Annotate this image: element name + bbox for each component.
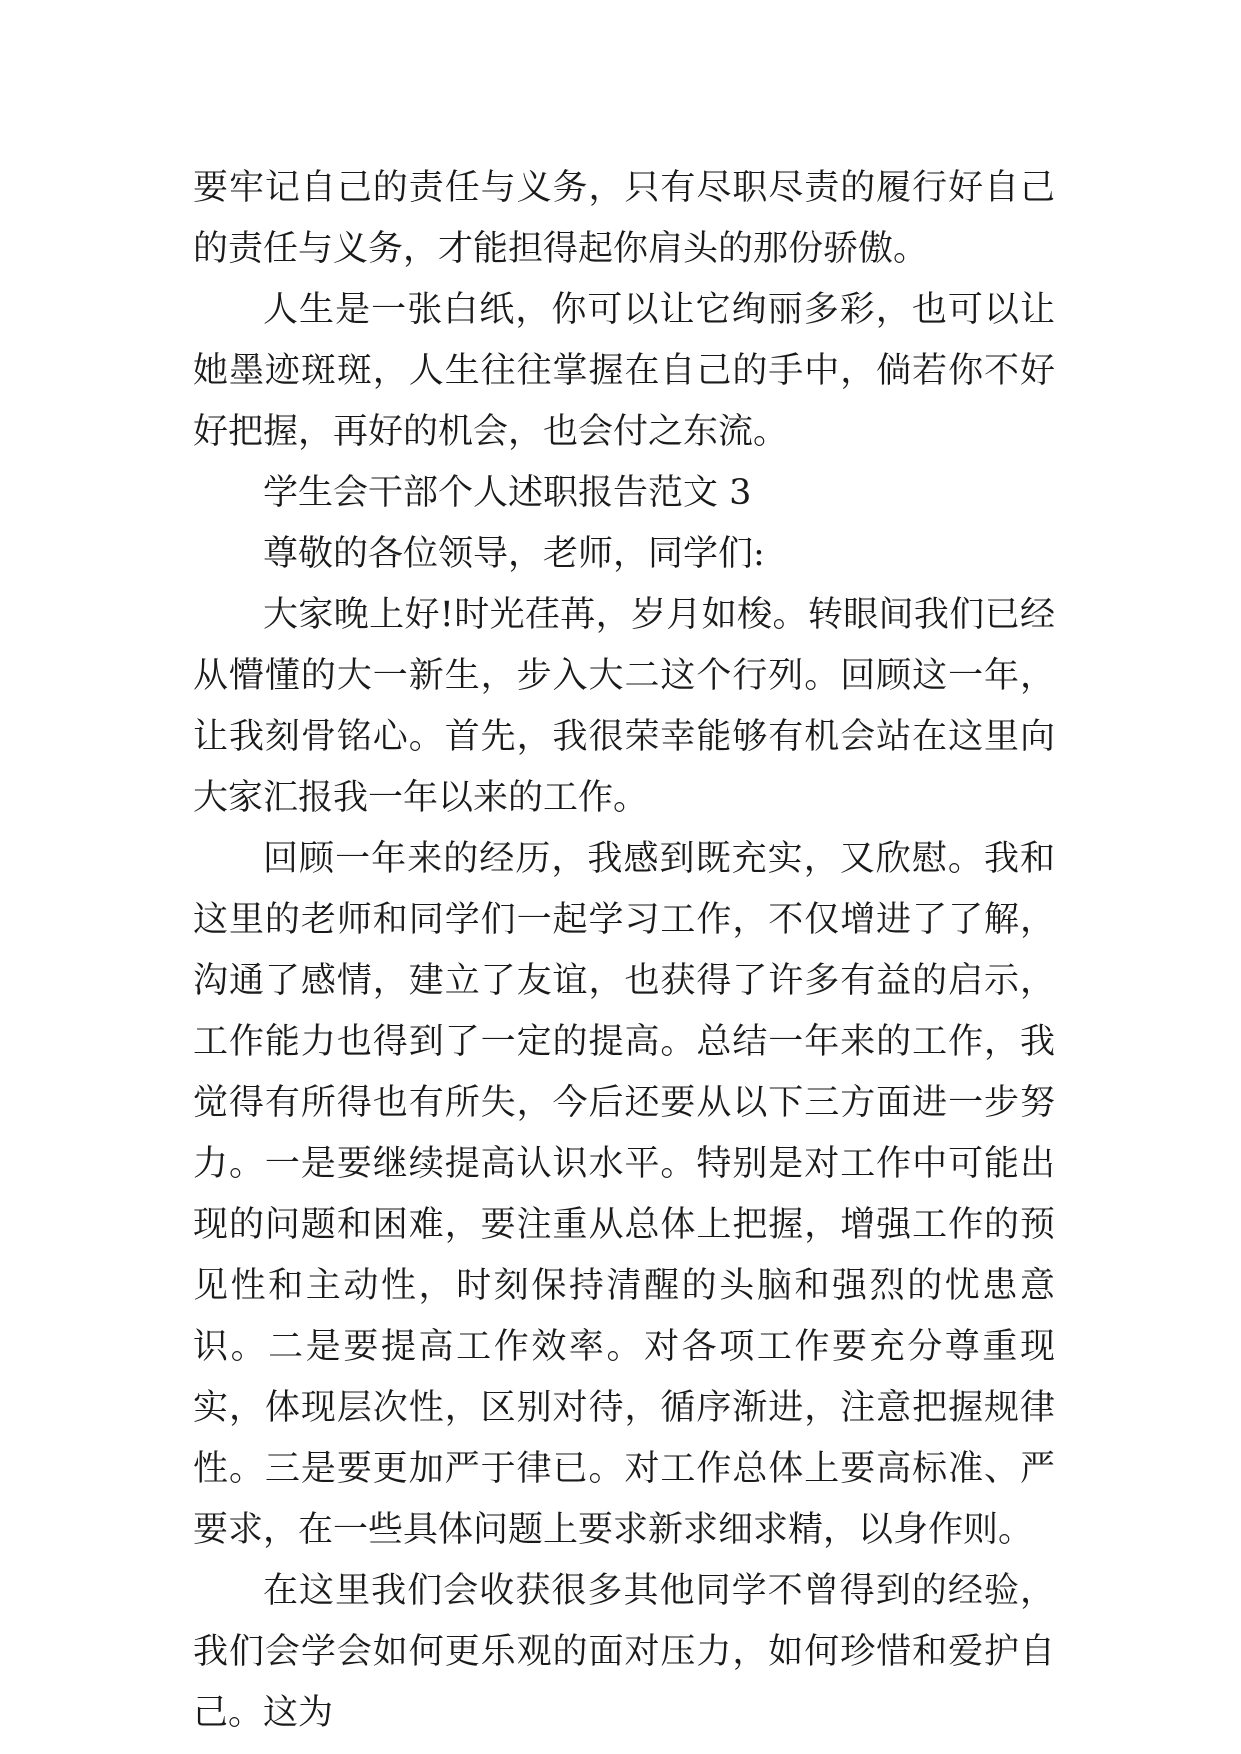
paragraph-1: 要牢记自己的责任与义务，只有尽职尽责的履行好自己的责任与义务，才能担得起你肩头的那份骄傲。 [193,168,1055,269]
section-heading: 学生会干部个人述职报告范文 3 [263,473,752,513]
paragraph-3: 大家晚上好!时光荏苒，岁月如梭。转眼间我们已经从懵懂的大一新生，步入大二这个行列。回顾这一年，让我刻骨铭心。首先，我很荣幸能够有机会站在这里向大家汇报我一年以来的工作。 [193,595,1055,818]
paragraph-4: 回顾一年来的经历，我感到既充实，又欣慰。我和这里的老师和同学们一起学习工作，不仅增进了了解，沟通了感情，建立了友谊，也获得了许多有益的启示，工作能力也得到了一定的提高。总结一年来的工作，我觉得有所得也有所失，今后还要从以下三方面进一步努力。一是要继续提高认识水平。特别是对工作中可能出现的问题和困难，要注重从总体上把握，增强工作的预见性和主动性，时刻保持清醒的头脑和强烈的忧患意识。二是要提高工作效率。对各项工作要充分尊重现实，体现层次性，区别对待，循序渐进，注意把握规律性。三是要更加严于律已。对工作总体上要高标准、严要求，在一些具体问题上要求新求细求精，以身作则。 [193,839,1055,1550]
document-body [193,158,1055,1744]
paragraph-5: 在这里我们会收获很多其他同学不曾得到的经验，我们会学会如何更乐观的面对压力，如何珍惜和爱护自己。这为 [193,1571,1055,1733]
salutation: 尊敬的各位领导，老师，同学们: [263,534,765,574]
paragraph-2: 人生是一张白纸，你可以让它绚丽多彩，也可以让她墨迹斑斑，人生往往掌握在自己的手中，倘若你不好好把握，再好的机会，也会付之东流。 [193,290,1055,452]
